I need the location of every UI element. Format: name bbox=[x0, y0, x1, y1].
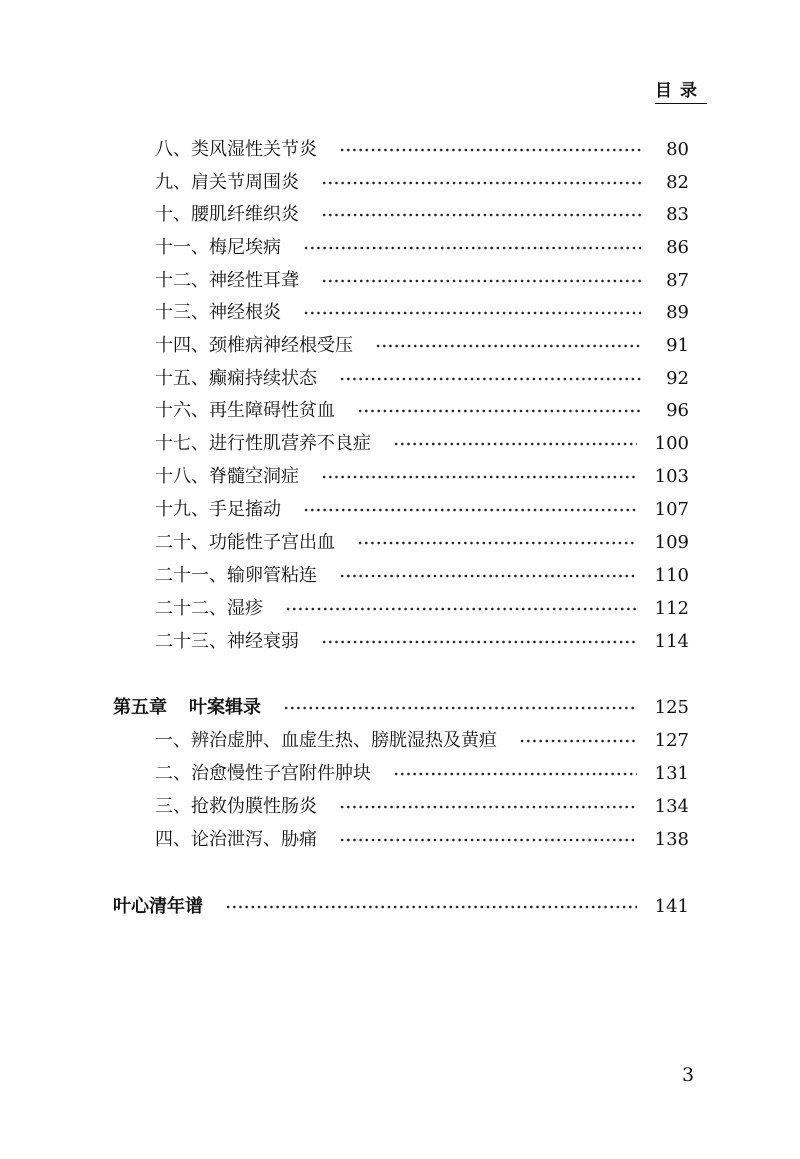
toc-entry-page: 100 bbox=[654, 433, 689, 454]
dot-leader bbox=[339, 365, 641, 393]
toc-entry-page: 82 bbox=[666, 172, 689, 193]
toc-entry-page: 96 bbox=[666, 400, 689, 421]
toc-entry[interactable] bbox=[155, 793, 689, 821]
toc-chapter-title bbox=[113, 694, 261, 722]
dot-leader bbox=[303, 496, 637, 524]
toc-entry-title: 九、肩关节周围炎 bbox=[155, 172, 299, 193]
toc-entry-page: 134 bbox=[654, 796, 689, 817]
toc-entry-title: 十八、脊髓空洞症 bbox=[155, 466, 299, 487]
toc-entry-title: 十二、神经性耳聋 bbox=[155, 270, 299, 291]
toc-entry-page: 103 bbox=[654, 466, 689, 487]
toc-entry-page: 138 bbox=[654, 829, 689, 850]
toc-entry-page: 110 bbox=[654, 565, 689, 586]
toc-entry-title: 四、论治泄泻、胁痛 bbox=[155, 829, 317, 850]
dot-leader bbox=[357, 529, 637, 557]
toc-entry-title: 十九、手足搐动 bbox=[155, 499, 281, 520]
toc-entry-page: 80 bbox=[666, 139, 689, 160]
toc-entry-title: 二十三、神经衰弱 bbox=[155, 631, 299, 652]
dot-leader bbox=[375, 332, 641, 360]
toc-entry[interactable] bbox=[155, 169, 689, 197]
toc-entry-title: 八、类风湿性关节炎 bbox=[155, 139, 317, 160]
dot-leader bbox=[303, 299, 641, 327]
dot-leader bbox=[393, 430, 637, 458]
toc-chapter-entry[interactable] bbox=[113, 893, 689, 921]
toc-entry[interactable] bbox=[155, 267, 689, 295]
running-header: 目录 bbox=[655, 76, 707, 104]
dot-leader bbox=[519, 727, 637, 755]
toc-entry[interactable] bbox=[155, 628, 689, 656]
toc-entry-title: 十、腰肌纤维织炎 bbox=[155, 204, 299, 225]
toc-entry[interactable] bbox=[155, 136, 689, 164]
toc-entry[interactable] bbox=[155, 727, 689, 755]
toc-entry-page: 87 bbox=[666, 270, 689, 291]
toc-entry[interactable] bbox=[155, 201, 689, 229]
toc-entry-page: 86 bbox=[666, 237, 689, 258]
dot-leader bbox=[321, 267, 641, 295]
toc-entry-page: 107 bbox=[654, 499, 689, 520]
toc-entry-page: 131 bbox=[654, 763, 689, 784]
dot-leader bbox=[321, 201, 641, 229]
toc-entry[interactable] bbox=[155, 529, 689, 557]
toc-entry-page: 141 bbox=[654, 896, 689, 917]
dot-leader bbox=[339, 793, 637, 821]
toc-entry-title: 十四、颈椎病神经根受压 bbox=[155, 335, 353, 356]
toc-entry-title: 二、治愈慢性子宫附件肿块 bbox=[155, 763, 371, 784]
toc-entry-page: 127 bbox=[654, 730, 689, 751]
toc-chapter-entry[interactable] bbox=[113, 694, 689, 722]
toc-entry[interactable] bbox=[155, 397, 689, 425]
dot-leader bbox=[225, 893, 637, 921]
toc-entry-page: 91 bbox=[666, 335, 689, 356]
toc-entry-page: 109 bbox=[654, 532, 689, 553]
toc-entry-page: 83 bbox=[666, 204, 689, 225]
toc-entry[interactable] bbox=[155, 430, 689, 458]
toc-entry[interactable] bbox=[155, 562, 689, 590]
toc-entry[interactable] bbox=[155, 595, 689, 623]
toc-entry[interactable] bbox=[155, 234, 689, 262]
toc-entry[interactable] bbox=[155, 760, 689, 788]
toc-entry-title: 十七、进行性肌营养不良症 bbox=[155, 433, 371, 454]
toc-entry[interactable] bbox=[155, 299, 689, 327]
dot-leader bbox=[321, 628, 637, 656]
toc-entry-title: 二十一、输卵管粘连 bbox=[155, 565, 317, 586]
dot-leader bbox=[357, 397, 641, 425]
toc-entry-page: 89 bbox=[666, 302, 689, 323]
toc-entry-title: 十三、神经根炎 bbox=[155, 302, 281, 323]
toc-entry-page: 112 bbox=[654, 598, 689, 619]
toc-entry-title: 十一、梅尼埃病 bbox=[155, 237, 281, 258]
toc-chapter-title: 叶心清年谱 bbox=[113, 896, 203, 917]
toc-entry-title: 二十、功能性子宫出血 bbox=[155, 532, 335, 553]
toc-entry-title: 十五、癫痫持续状态 bbox=[155, 368, 317, 389]
dot-leader bbox=[339, 136, 641, 164]
dot-leader bbox=[321, 463, 637, 491]
dot-leader bbox=[321, 169, 641, 197]
toc-entry[interactable] bbox=[155, 826, 689, 854]
chapter-label: 第五章 bbox=[113, 697, 167, 718]
dot-leader bbox=[283, 694, 637, 722]
toc-entry-title: 二十二、湿疹 bbox=[155, 598, 263, 619]
dot-leader bbox=[393, 760, 637, 788]
dot-leader bbox=[285, 595, 637, 623]
toc-entry-title: 一、辨治虚肿、血虚生热、膀胱湿热及黄疸 bbox=[155, 730, 497, 751]
toc-entry[interactable] bbox=[155, 496, 689, 524]
toc-entry-page: 114 bbox=[654, 631, 689, 652]
toc-entry-title: 三、抢救伪膜性肠炎 bbox=[155, 796, 317, 817]
toc-entry-page: 92 bbox=[666, 368, 689, 389]
dot-leader bbox=[339, 562, 637, 590]
toc-entry[interactable] bbox=[155, 463, 689, 491]
toc-entry[interactable] bbox=[155, 332, 689, 360]
dot-leader bbox=[303, 234, 641, 262]
page-number: 3 bbox=[682, 1064, 695, 1086]
chapter-name: 叶案辑录 bbox=[189, 697, 261, 718]
toc-entry-title: 十六、再生障碍性贫血 bbox=[155, 400, 335, 421]
toc-entry-page: 125 bbox=[654, 697, 689, 718]
dot-leader bbox=[339, 826, 637, 854]
toc-entry[interactable] bbox=[155, 365, 689, 393]
